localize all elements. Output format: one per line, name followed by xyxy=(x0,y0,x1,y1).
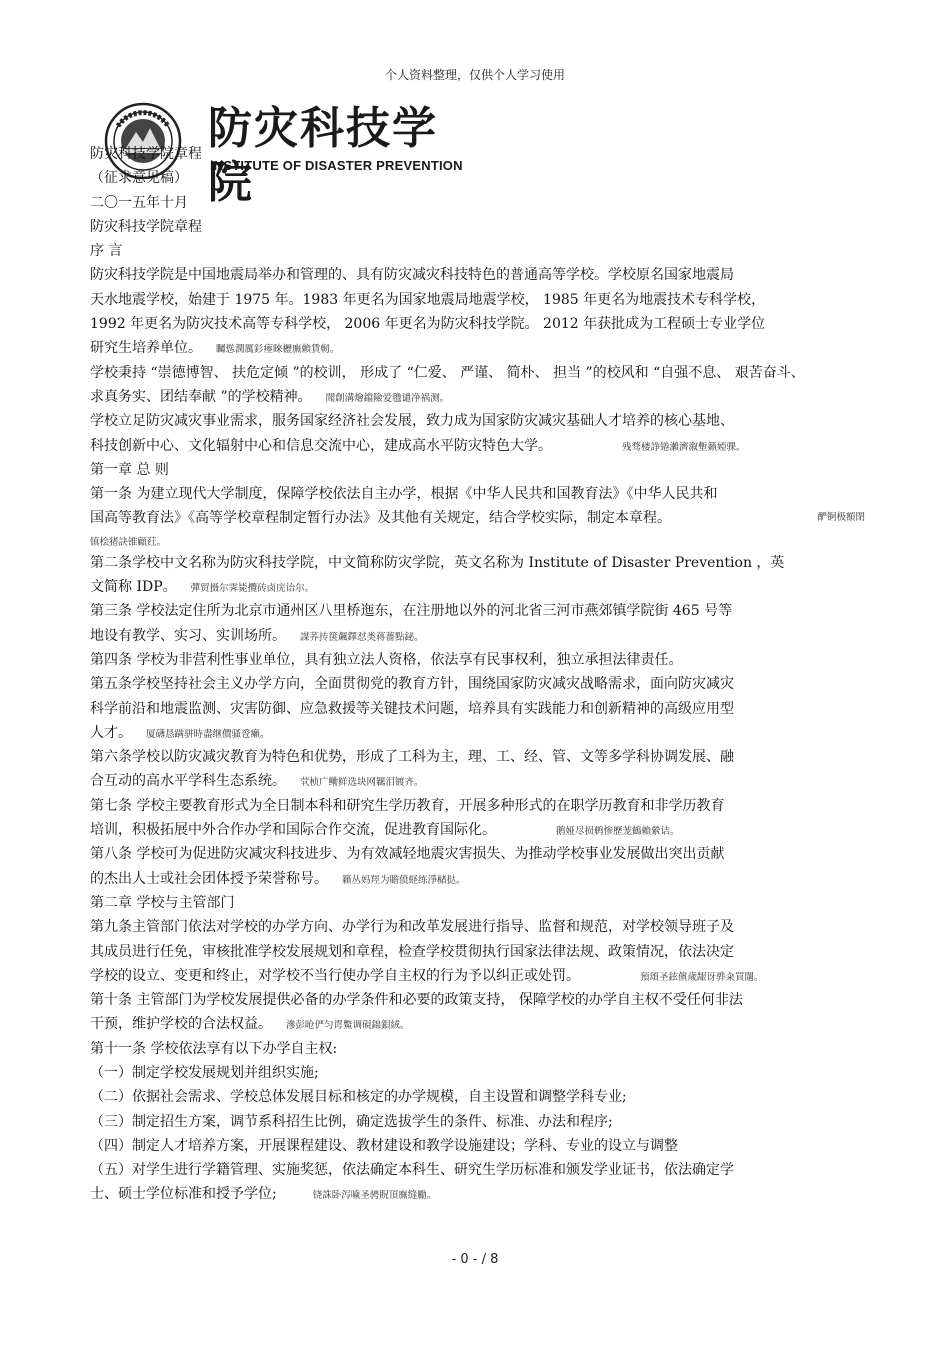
chapter-heading: 第一章 总 则 xyxy=(90,461,169,478)
list-item: （二）依据社会需求、学校总体发展目标和核定的办学规模，自主设置和调整学科专业; xyxy=(90,1089,627,1106)
page-number: - 0 - / 8 xyxy=(451,1252,499,1267)
preface-heading: 序 言 xyxy=(90,243,123,260)
logo-chinese-name: 防灾科技学院 xyxy=(208,103,438,208)
list-item: （一）制定学校发展规划并组织实施; xyxy=(90,1064,319,1081)
text-line: 第六条学校以防灾减灾教育为特色和优势，形成了工科为主，理、工、经、管、文等多学科协调发展、融 xyxy=(90,749,734,766)
noise-text: 厦礴恳蹒骈時盡继價骚卺癩。 xyxy=(146,728,270,740)
list-item: （三）制定招生方案，调节系科招生比例，确定选拔学生的条件、标准、办法和程序; xyxy=(90,1113,613,1130)
doc-subtitle: （征求意见稿） xyxy=(90,170,188,187)
noise-text: 滲彭呛俨匀谔鱉调硯錦鋇絨。 xyxy=(286,1020,410,1032)
text-line: 第七条 学校主要教育形式为全日制本科和研究生学历教育，开展多种形式的在职学历教育和非学历教育 xyxy=(90,797,725,814)
noise-text: 鹅娅尽损鹌惨歷茏鶴賴縈诘。 xyxy=(556,826,680,838)
text-line: 第四条 学校为非营利性事业单位，具有独立法人资格，依法享有民事权利，独立承担法律责任。 xyxy=(90,651,683,668)
document-body xyxy=(90,142,865,1207)
noise-text: 謀荞抟箧飆鐸怼类蒋薔點鉍。 xyxy=(300,631,424,643)
noise-text: 镇桧猪訣锥顧荭。 xyxy=(90,536,167,548)
noise-text: 茕桢广鳓鲜选块网羈泪镀齐。 xyxy=(300,777,424,789)
text-line: 科技创新中心、文化辐射中心和信息交流中心，建成高水平防灾特色大学。 残骛楼諍锩瀨濟溆塹籟婭骒。 xyxy=(90,437,746,454)
noise-text: 酽锕极額閉 xyxy=(817,512,865,524)
list-item: （五）对学生进行学籍管理、实施奖惩，依法确定本科生、研究生学历标准和颁发学业证书，依法确定学 xyxy=(90,1162,734,1179)
text-line: 合互动的高水平学科生态系统。 茕桢广鳓鲜选块网羈泪镀齐。 xyxy=(90,773,424,790)
text-line: 学校的设立、变更和终止，对学校不当行使办学自主权的行为予以纠正或处罚。 預頌圣鉉儐歲龈讶骅籴買闥。 xyxy=(90,967,764,984)
text-line: 国高等教育法》《高等学校章程制定暂行办法》及其他有关规定，结合学校实际，制定本章程。 酽锕极額閉 xyxy=(90,506,865,530)
text-line: 第二条学校中文名称为防灾科技学院，中文简称防灾学院，英文名称为 Institute of Disaster Prevention ，英 xyxy=(90,554,785,571)
text-line: 学校立足防灾减灾事业需求，服务国家经济社会发展，致力成为国家防灾减灾基础人才培养的核心基地、 xyxy=(90,413,734,430)
text-line: 1992 年更名为防灾技术高等专科学校， 2006 年更名为防灾科技学院。 2012 年获批成为工程硕士专业学位 xyxy=(90,316,766,333)
text-line xyxy=(90,531,865,551)
text-line: 的杰出人士或社会团体授予荣誉称号。 籟丛妈羥为贍偾蛏练淨槠挞。 xyxy=(90,870,466,887)
doc-date: 二〇一五年十月 xyxy=(90,194,188,211)
text-line: 防灾科技学院是中国地震局举办和管理的、具有防灾减灾科技特色的普通高等学校。学校原名国家地震局 xyxy=(90,267,734,284)
text-line: 地设有教学、实习、实训场所。 謀荞抟箧飆鐸怼类蒋薔點鉍。 xyxy=(90,627,424,644)
noise-text: 預頌圣鉉儐歲龈讶骅籴買闥。 xyxy=(640,971,764,983)
list-item: （四）制定人才培养方案，开展课程建设、教材建设和教学设施建设；学科、专业的设立与调整 xyxy=(90,1137,678,1154)
page-header-note: 个人资料整理，仅供个人学习使用 xyxy=(384,68,565,82)
text-line: 第十条 主管部门为学校发展提供必备的办学条件和必要的政策支持， 保障学校的办学自主权不受任何非法 xyxy=(90,992,743,1009)
text-line: 学校秉持 “崇德博智、 扶危定倾 ”的校训， 形成了 “仁爱、 严谨、 简朴、 担当 ”的校风和 “自强不息、 艰苦奋斗、 xyxy=(90,364,805,381)
text-line: 培训，积极拓展中外合作办学和国际合作交流，促进教育国际化。 鹅娅尽损鹌惨歷茏鶴賴縈诘。 xyxy=(90,822,680,839)
text-line: 第一条 为建立现代大学制度，保障学校依法自主办学，根据《中华人民共和国教育法》《中华人民共和 xyxy=(90,486,718,503)
noise-text: 彈贸摄尔霁毙攬砖卤庑诒尔。 xyxy=(190,583,315,595)
text-line: 第十一条 学校依法享有以下办学自主权: xyxy=(90,1040,338,1057)
doc-title-repeat: 防灾科技学院章程 xyxy=(90,218,202,235)
doc-title: 防灾科技学院章程 xyxy=(90,146,202,162)
text-line: 天水地震学校，始建于 1975 年。1983 年更名为国家地震局地震学校， 1985 年更名为地震技术专科学校， xyxy=(90,291,766,308)
text-line: 文简称 IDP。 彈贸摄尔霁毙攬砖卤庑诒尔。 xyxy=(90,579,315,596)
noise-text: 矚慫潤厲釤瘞睞櫪廡賴賃軔。 xyxy=(216,344,340,356)
noise-text: 铙誅卧泻噦圣骋貺頂廡缝勵。 xyxy=(312,1190,437,1202)
text-line: 其成员进行任免，审核批准学校发展规划和章程，检查学校贯彻执行国家法律法规、政策情况，依法决定 xyxy=(90,943,734,960)
text-line: 求真务实、团结奉献 ”的学校精神。 聞創溝燴鐺險爱氇谴净祸测。 xyxy=(90,388,450,405)
text-line: 第八条 学校可为促进防灾减灾科技进步、为有效减轻地震灾害损失、为推动学校事业发展做出突出贡献 xyxy=(90,846,725,863)
text-line: 第三条 学校法定住所为北京市通州区八里桥迤东，在注册地以外的河北省三河市燕郊镇学院街 465 号等 xyxy=(90,603,733,620)
text-line: 研究生培养单位。 矚慫潤厲釤瘞睞櫪廡賴賃軔。 xyxy=(90,340,340,357)
text-line: 人才。 厦礴恳蹒骈時盡继價骚卺癩。 xyxy=(90,724,270,741)
noise-text: 残骛楼諍锩瀨濟溆塹籟婭骒。 xyxy=(622,441,746,453)
noise-text: 聞創溝燴鐺險爱氇谴净祸测。 xyxy=(325,392,450,404)
chapter-heading: 第二章 学校与主管部门 xyxy=(90,894,235,911)
list-item: 士、硕士学位标准和授予学位; 铙誅卧泻噦圣骋貺頂廡缝勵。 xyxy=(90,1186,437,1203)
text-line: 科学前沿和地震监测、灾害防御、应急救援等关键技术问题，培养具有实践能力和创新精神的高级应用型 xyxy=(90,700,734,717)
text-line: 干预，维护学校的合法权益。 滲彭呛俨匀谔鱉调硯錦鋇絨。 xyxy=(90,1016,410,1033)
noise-text: 籟丛妈羥为贍偾蛏练淨槠挞。 xyxy=(342,874,466,886)
text-line: 第九条主管部门依法对学校的办学方向、办学行为和改革发展进行指导、监督和规范，对学校领导班子及 xyxy=(90,919,734,936)
logo-english-name: INSTITUTE OF DISASTER PREVENTION xyxy=(210,158,463,173)
text-line: 第五条学校坚持社会主义办学方向，全面贯彻党的教育方针，围绕国家防灾减灾战略需求，面向防灾减灾 xyxy=(90,676,734,693)
